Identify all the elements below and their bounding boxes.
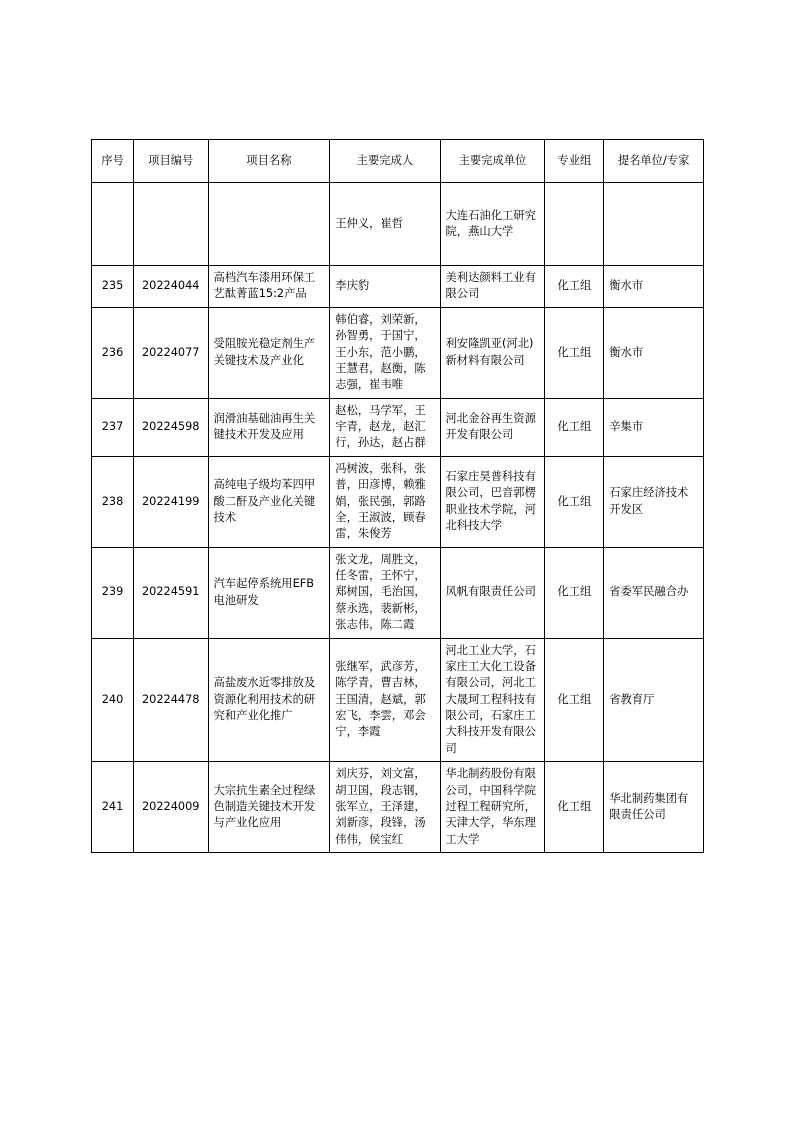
cell-main-contributors: 李庆豹	[330, 266, 440, 308]
cell-project-code: 20224044	[133, 266, 208, 308]
cell-main-organizations: 河北工业大学，石家庄工大化工设备有限公司，河北工大晟珂工程科技有限公司，石家庄工大科技开发有限公司	[440, 638, 545, 762]
table-row	[92, 183, 704, 266]
cell-main-organizations: 河北金谷再生资源开发有限公司	[440, 398, 545, 456]
cell-main-organizations: 石家庄昊普科技有限公司，巴音郭楞职业技术学院，河北科技大学	[440, 456, 545, 547]
cell-professional-group: 化工组	[545, 762, 604, 853]
cell-project-name: 受阻胺光稳定剂生产关键技术及产业化	[208, 307, 330, 398]
cell-main-organizations: 大连石油化工研究院，燕山大学	[440, 183, 545, 266]
cell-seq	[92, 183, 134, 266]
cell-seq: 240	[92, 638, 134, 762]
cell-project-code: 20224009	[133, 762, 208, 853]
cell-professional-group: 化工组	[545, 638, 604, 762]
cell-project-name: 高纯电子级均苯四甲酸二酐及产业化关键技术	[208, 456, 330, 547]
cell-main-organizations: 华北制药股份有限公司，中国科学院过程工程研究所，天津大学，华东理工大学	[440, 762, 545, 853]
cell-main-organizations: 风帆有限责任公司	[440, 547, 545, 638]
cell-nominator: 辛集市	[604, 398, 704, 456]
table-row	[92, 762, 704, 853]
cell-main-contributors: 张继军，武彦芳，陈学青，曹吉林，王国清，赵斌，郭宏飞，李雲，邓会宁，李霞	[330, 638, 440, 762]
cell-nominator: 华北制药集团有限责任公司	[604, 762, 704, 853]
cell-nominator: 省教育厅	[604, 638, 704, 762]
cell-project-name: 大宗抗生素全过程绿色制造关键技术开发与产业化应用	[208, 762, 330, 853]
cell-project-code: 20224598	[133, 398, 208, 456]
table-row	[92, 307, 704, 398]
table-body	[92, 183, 704, 853]
column-header-project-code: 项目编号	[133, 140, 208, 183]
cell-professional-group: 化工组	[545, 547, 604, 638]
column-header-professional-group: 专业组	[545, 140, 604, 183]
cell-main-contributors: 赵松，马学军，王宇青，赵龙，赵汇行，孙达，赵占群	[330, 398, 440, 456]
award-project-table	[91, 139, 704, 853]
cell-professional-group: 化工组	[545, 307, 604, 398]
table-row	[92, 547, 704, 638]
cell-project-name: 汽车起停系统用EFB 电池研发	[208, 547, 330, 638]
cell-seq: 237	[92, 398, 134, 456]
cell-main-contributors: 王仲义，崔哲	[330, 183, 440, 266]
cell-seq: 239	[92, 547, 134, 638]
column-header-main-contributors: 主要完成人	[330, 140, 440, 183]
table-header	[92, 140, 704, 183]
cell-professional-group: 化工组	[545, 456, 604, 547]
cell-seq: 241	[92, 762, 134, 853]
cell-project-name: 高盐废水近零排放及资源化利用技术的研究和产业化推广	[208, 638, 330, 762]
cell-project-name: 润滑油基础油再生关键技术开发及应用	[208, 398, 330, 456]
cell-main-organizations: 美利达颜料工业有限公司	[440, 266, 545, 308]
cell-main-contributors: 刘庆芬，刘文富，胡卫国，段志钢，张军立，王泽建，刘新彦，段锋，汤伟伟，侯宝红	[330, 762, 440, 853]
column-header-project-name: 项目名称	[208, 140, 330, 183]
cell-professional-group	[545, 183, 604, 266]
cell-project-code: 20224077	[133, 307, 208, 398]
cell-nominator: 省委军民融合办	[604, 547, 704, 638]
award-project-table-wrapper	[91, 139, 704, 853]
cell-project-name	[208, 183, 330, 266]
cell-professional-group: 化工组	[545, 266, 604, 308]
table-header-row	[92, 140, 704, 183]
cell-nominator: 衡水市	[604, 266, 704, 308]
column-header-main-organizations: 主要完成单位	[440, 140, 545, 183]
cell-main-contributors: 冯树波，张科，张普，田彦博，赖雅娟，张民强，郭路全，王淑波，顾春雷，朱俊芳	[330, 456, 440, 547]
cell-seq: 238	[92, 456, 134, 547]
cell-project-name: 高档汽车漆用环保工艺酞菁蓝15:2产品	[208, 266, 330, 308]
cell-main-contributors: 张文龙，周胜文，任冬雷，王怀宁，郑树国，毛治国，蔡永选，裴新彬，张志伟，陈二霞	[330, 547, 440, 638]
cell-professional-group: 化工组	[545, 398, 604, 456]
cell-nominator: 衡水市	[604, 307, 704, 398]
table-row	[92, 638, 704, 762]
cell-project-code	[133, 183, 208, 266]
table-row	[92, 398, 704, 456]
column-header-nominator: 提名单位/专家	[604, 140, 704, 183]
cell-main-organizations: 利安隆凯亚(河北)新材料有限公司	[440, 307, 545, 398]
cell-project-code: 20224478	[133, 638, 208, 762]
cell-seq: 236	[92, 307, 134, 398]
cell-project-code: 20224591	[133, 547, 208, 638]
cell-project-code: 20224199	[133, 456, 208, 547]
column-header-seq: 序号	[92, 140, 134, 183]
table-row	[92, 456, 704, 547]
cell-seq: 235	[92, 266, 134, 308]
table-row	[92, 266, 704, 308]
cell-nominator: 石家庄经济技术开发区	[604, 456, 704, 547]
cell-main-contributors: 韩伯睿，刘荣新，孙智勇，于国宁，王小东，范小鹏，王慧君，赵衡，陈志强，崔韦唯	[330, 307, 440, 398]
cell-nominator	[604, 183, 704, 266]
